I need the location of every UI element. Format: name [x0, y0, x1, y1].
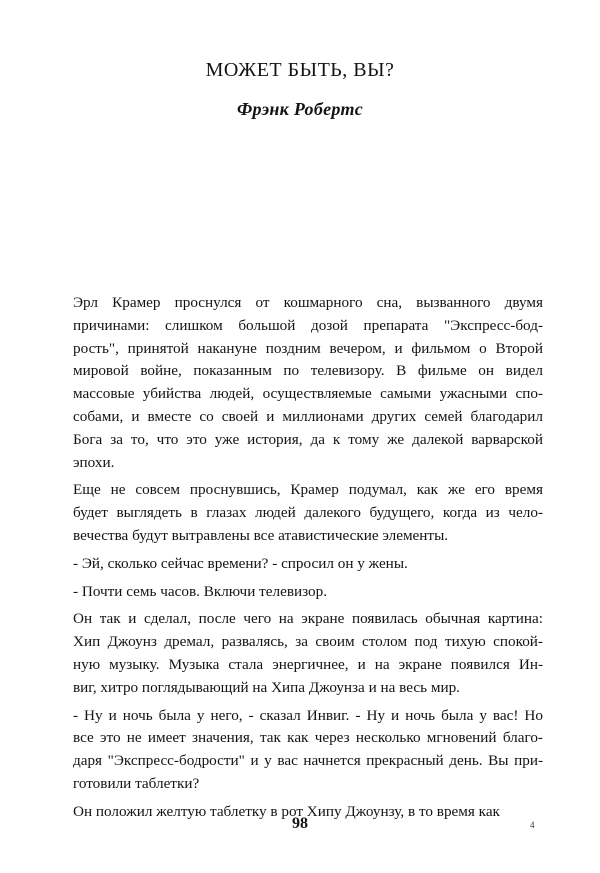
paragraph — [73, 581, 543, 604]
corner-mark: 4 — [530, 820, 535, 830]
paragraph — [73, 553, 543, 576]
text-line: массовые убийства людей, осуществляемые самыми ужасными спо- — [73, 385, 543, 403]
text-line: даря "Экспресс-бодрости" и у вас начнется прекрасный день. Вы при- — [73, 752, 543, 770]
text-line: - Ну и ночь была у него, - сказал Инвиг. - Ну и ночь была у вас! Но — [73, 706, 543, 724]
paragraph — [73, 608, 543, 699]
text-line: Еще не совсем проснувшись, Крамер подумал, как же его время — [73, 481, 543, 499]
paragraph — [73, 479, 543, 547]
text-line: виг, хитро поглядывающий на Хипа Джоунза и на весь мир. — [73, 678, 460, 696]
text-line: все это не имеет значения, так как через несколько мгновений благо- — [73, 729, 543, 747]
text-line: рость", принятой накануне поздним вечером, и фильмом о Второй — [73, 339, 543, 357]
paragraph — [73, 705, 543, 796]
paragraph — [73, 292, 543, 474]
text-line: Эрл Крамер проснулся от кошмарного сна, вызванного двумя — [73, 294, 543, 311]
text-line: готовили таблетки? — [73, 774, 200, 792]
text-line: Бога за то, что это уже история, да к тому же далекой варварской — [73, 430, 543, 448]
text-line: эпохи. — [73, 453, 115, 471]
text-line: ную музыку. Музыка стала энергичнее, и на экране появился Ин- — [73, 655, 543, 673]
text-line: Хип Джоунз дремал, развалясь, за своим столом под тихую спокой- — [73, 633, 543, 651]
chapter-title: МОЖЕТ БЫТЬ, ВЫ? — [205, 59, 395, 82]
body-text — [73, 292, 543, 829]
text-line: Он так и сделал, после чего на экране появилась обычная картина: — [73, 610, 543, 628]
text-line: вечества будут вытравлены все атавистические элементы. — [73, 526, 449, 544]
text-line: - Эй, сколько сейчас времени? - спросил он у жены. — [73, 554, 408, 572]
page-number: 98 — [292, 815, 308, 832]
text-line: будет выглядеть в глазах людей далекого будущего, когда из чело- — [73, 504, 543, 522]
text-line: собами, и вместе со своей и миллионами других семей благодарил — [73, 407, 543, 425]
author-name: Фрэнк Робертс — [236, 99, 364, 119]
text-line: мировой войне, показанным по телевизору. В фильме он видел — [73, 362, 543, 380]
text-line: - Почти семь часов. Включи телевизор. — [73, 582, 328, 600]
text-line: причинами: слишком большой дозой препарата "Экспресс-бод- — [73, 316, 543, 334]
text-line: Он положил желтую таблетку в рот Хипу Джоунзу, в то время как — [73, 802, 500, 820]
